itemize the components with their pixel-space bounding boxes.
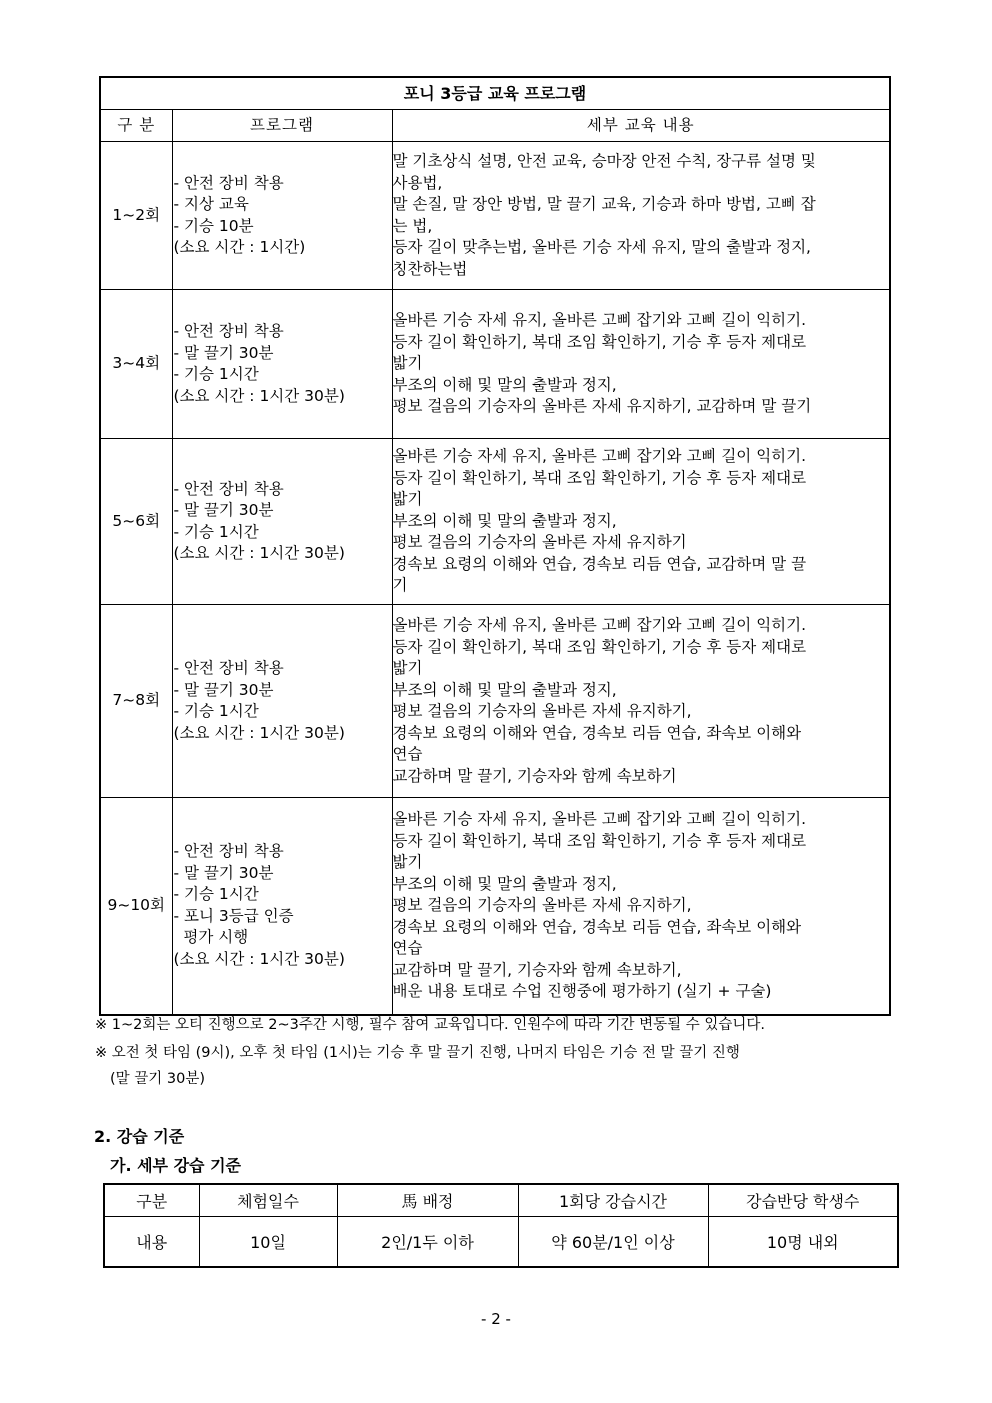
note-2-line-2: (말 끌기 30분) xyxy=(110,1071,206,1087)
program-table-title: 포니 3등급 교육 프로그램 xyxy=(100,77,890,110)
program-item: - 안전 장비 착용 xyxy=(173,322,284,340)
detail-line: 부조의 이해 및 말의 출발과 정지, xyxy=(392,375,617,394)
page-number: - 2 - xyxy=(481,1310,511,1328)
detail-line: 경속보 요령의 이해와 연습, 경속보 리듬 연습, 좌속보 이해와 xyxy=(392,723,802,742)
detail-line: 말 기초상식 설명, 안전 교육, 승마장 안전 수칙, 장구류 설명 및 xyxy=(392,152,816,170)
program-item: - 지상 교육 xyxy=(173,195,249,213)
detail-cell xyxy=(392,290,890,439)
detail-line: 말 손질, 말 장안 방법, 말 끌기 교육, 기승과 하마 방법, 고삐 잡 xyxy=(392,195,816,213)
program-cell xyxy=(172,439,392,605)
detail-line: 배운 내용 토대로 수업 진행중에 평가하기 (실기 + 구술) xyxy=(392,982,772,1000)
header-program: 프로그램 xyxy=(172,110,392,142)
program-row xyxy=(100,439,890,605)
program-item: - 안전 장비 착용 xyxy=(173,659,284,677)
detail-line: 밟기 xyxy=(392,354,423,373)
program-item: (소요 시간 : 1시간 30분) xyxy=(173,949,345,968)
criteria-table xyxy=(103,1183,899,1268)
session-cell: 7~8회 xyxy=(100,605,172,798)
program-row xyxy=(100,605,890,798)
criteria-header-students: 강습반당 학생수 xyxy=(708,1184,898,1217)
detail-line: 평보 걸음의 기승자의 올바른 자세 유지하기, 교감하며 말 끌기 xyxy=(392,397,812,416)
program-item: 평가 시행 xyxy=(173,928,249,947)
session-cell: 3~4회 xyxy=(100,290,172,439)
detail-line: 교감하며 말 끌기, 기승자와 함께 속보하기, xyxy=(392,960,682,979)
note-2-line-1: ※ 오전 첫 타임 (9시), 오후 첫 타임 (1시)는 기승 후 말 끌기 진행, 나머지 타임은 기승 전 말 끌기 진행 xyxy=(95,1045,740,1061)
criteria-header-row xyxy=(104,1184,898,1217)
detail-line: 연습 xyxy=(392,939,423,957)
session-cell: 1~2회 xyxy=(100,142,172,290)
program-item: - 기승 10분 xyxy=(173,216,254,235)
criteria-cell-time: 약 60분/1인 이상 xyxy=(518,1217,708,1268)
program-cell xyxy=(172,605,392,798)
program-item: - 기승 1시간 xyxy=(173,365,259,383)
detail-line: 평보 걸음의 기승자의 올바른 자세 유지하기 xyxy=(392,533,687,552)
criteria-cell-students: 10명 내외 xyxy=(708,1217,898,1268)
detail-line: 등자 길이 확인하기, 복대 조임 확인하기, 기승 후 등자 제대로 xyxy=(392,637,807,656)
program-item: (소요 시간 : 1시간 30분) xyxy=(173,386,345,405)
detail-cell xyxy=(392,798,890,1015)
program-row xyxy=(100,142,890,290)
note-1: ※ 1~2회는 오티 진행으로 2~3주간 시행, 필수 참여 교육입니다. 인원수에 따라 기간 변동될 수 있습니다. xyxy=(95,1017,765,1033)
program-item: (소요 시간 : 1시간 30분) xyxy=(173,723,345,742)
program-cell xyxy=(172,798,392,1015)
criteria-cell-horse: 2인/1두 이하 xyxy=(337,1217,518,1268)
program-item: - 안전 장비 착용 xyxy=(173,173,284,192)
program-item: - 안전 장비 착용 xyxy=(173,479,284,498)
program-rows xyxy=(100,142,890,1015)
subsection-title: 가. 세부 강습 기준 xyxy=(110,1156,241,1175)
detail-line: 올바른 기승 자세 유지, 올바른 고삐 잡기와 고삐 길이 익히기. xyxy=(392,616,807,634)
criteria-header-days: 체험일수 xyxy=(199,1184,337,1217)
program-row xyxy=(100,798,890,1015)
detail-cell xyxy=(392,142,890,290)
program-item: - 기승 1시간 xyxy=(173,522,259,541)
detail-line: 교감하며 말 끌기, 기승자와 함께 속보하기 xyxy=(392,766,677,785)
program-item: - 안전 장비 착용 xyxy=(173,842,284,861)
criteria-header-horse: 馬 배정 xyxy=(337,1184,518,1217)
program-item: - 기승 1시간 xyxy=(173,702,259,720)
detail-line: 올바른 기승 자세 유지, 올바른 고삐 잡기와 고삐 길이 익히기. xyxy=(392,810,807,828)
detail-line: 경속보 요령의 이해와 연습, 경속보 리듬 연습, 교감하며 말 끌 xyxy=(392,554,807,573)
detail-line: 올바른 기승 자세 유지, 올바른 고삐 잡기와 고삐 길이 익히기. xyxy=(392,447,807,466)
program-item: - 말 끌기 30분 xyxy=(173,863,274,882)
detail-line: 는 법, xyxy=(392,216,433,235)
detail-line: 사용법, xyxy=(392,173,443,192)
detail-cell xyxy=(392,605,890,798)
program-table xyxy=(99,76,891,1016)
detail-line: 밟기 xyxy=(392,490,423,509)
header-session: 구 분 xyxy=(100,110,172,142)
detail-line: 올바른 기승 자세 유지, 올바른 고삐 잡기와 고삐 길이 익히기. xyxy=(392,311,807,330)
header-details: 세부 교육 내용 xyxy=(392,110,890,142)
detail-line: 부조의 이해 및 말의 출발과 정지, xyxy=(392,874,617,893)
detail-line: 밟기 xyxy=(392,659,423,677)
criteria-header-category: 구분 xyxy=(104,1184,199,1217)
session-cell: 9~10회 xyxy=(100,798,172,1015)
detail-line: 기 xyxy=(392,576,408,595)
detail-line: 밟기 xyxy=(392,853,423,871)
detail-line: 평보 걸음의 기승자의 올바른 자세 유지하기, xyxy=(392,702,692,720)
detail-line: 등자 길이 맞추는법, 올바른 기승 자세 유지, 말의 출발과 정지, xyxy=(392,238,811,256)
program-cell xyxy=(172,142,392,290)
program-cell xyxy=(172,290,392,439)
criteria-body-row xyxy=(104,1217,898,1268)
detail-line: 연습 xyxy=(392,745,423,763)
program-item: - 기승 1시간 xyxy=(173,885,259,904)
detail-line: 등자 길이 확인하기, 복대 조임 확인하기, 기승 후 등자 제대로 xyxy=(392,332,807,351)
program-item: - 말 끌기 30분 xyxy=(173,343,274,362)
detail-line: 경속보 요령의 이해와 연습, 경속보 리듬 연습, 좌속보 이해와 xyxy=(392,917,802,936)
criteria-header-time: 1회당 강습시간 xyxy=(518,1184,708,1217)
session-cell: 5~6회 xyxy=(100,439,172,605)
detail-line: 부조의 이해 및 말의 출발과 정지, xyxy=(392,680,617,699)
program-row xyxy=(100,290,890,439)
program-item: - 말 끌기 30분 xyxy=(173,501,274,519)
detail-line: 등자 길이 확인하기, 복대 조임 확인하기, 기승 후 등자 제대로 xyxy=(392,468,807,487)
detail-line: 부조의 이해 및 말의 출발과 정지, xyxy=(392,511,617,530)
detail-cell xyxy=(392,439,890,605)
section-title: 2. 강습 기준 xyxy=(94,1127,185,1146)
detail-line: 등자 길이 확인하기, 복대 조임 확인하기, 기승 후 등자 제대로 xyxy=(392,831,807,850)
program-item: (소요 시간 : 1시간) xyxy=(173,238,306,256)
program-item: - 포니 3등급 인증 xyxy=(173,906,294,925)
detail-line: 평보 걸음의 기승자의 올바른 자세 유지하기, xyxy=(392,896,692,914)
criteria-cell-category: 내용 xyxy=(104,1217,199,1268)
program-item: (소요 시간 : 1시간 30분) xyxy=(173,544,345,562)
detail-line: 칭찬하는법 xyxy=(392,259,468,278)
criteria-cell-days: 10일 xyxy=(199,1217,337,1268)
program-item: - 말 끌기 30분 xyxy=(173,680,274,699)
